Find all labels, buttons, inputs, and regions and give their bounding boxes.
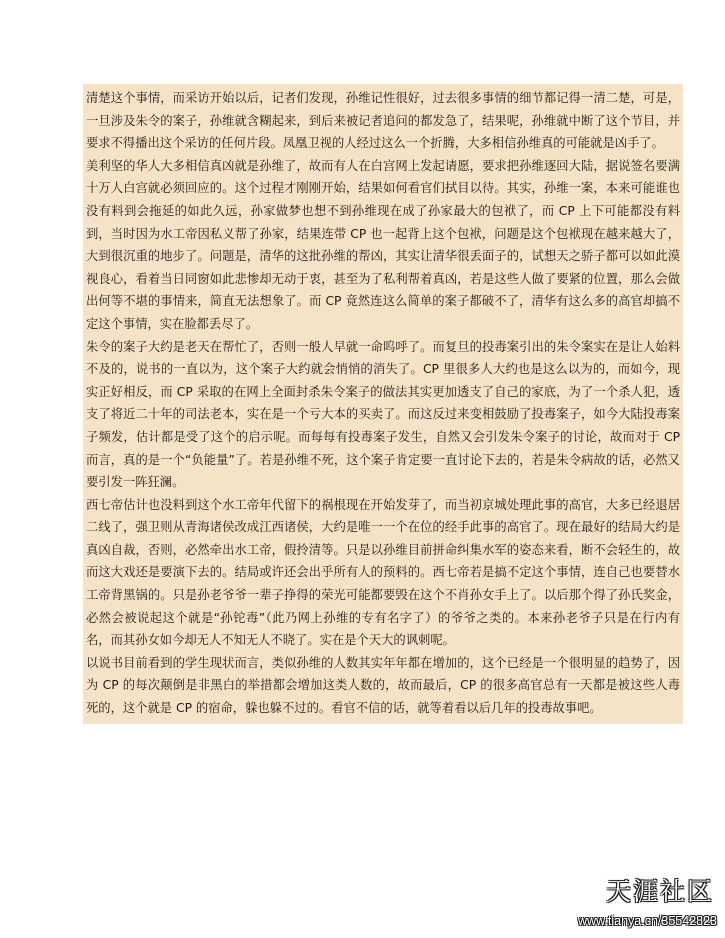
paragraph-2: 美利坚的华人大多相信真凶就是孙维了，故而有人在白宫网上发起请愿，要求把孙维逐回大陆，据说签名要满十万人白宫就必须回应的。这个过程才刚刚开始，结果如何看官们拭目以待。其实，孙维一案，本来可能谁也没有料到会拖延的如此久远，孙家做梦也想不到孙维现在成了孙家最大的包袱了，而 CP 上下可能都没有料到，当时因为水工帝因私义帮了孙家，结果连带 CP 也一起背上这个包袱，问题是这个包袱现在越来越大了，大到很沉重的地步了。问题是，清华的这批孙维的帮凶，其实让清华很丢面子的，试想天之骄子都可以如此漠视良心，看着当日同窗如此悲惨却无动于衷，甚至为了私利帮着真凶，若是这些人做了要紧的位置，那么会做出何等不堪的事情来，简直无法想象了。而 CP 竟然连这么简单的案子都破不了，清华有这么多的高官却搞不定这个事情，实在脸都丢尽了。 (86, 158, 680, 331)
paragraph-1: 清楚这个事情，而采访开始以后，记者们发现，孙维记性很好，过去很多事情的细节都记得一清二楚，可是，一旦涉及朱令的案子，孙维就含糊起来，到后来被记者追问的都发急了，结果呢，孙维就中断了这个节目，并要求不得播出这个采访的任何片段。凤凰卫视的人经过这么一个折腾，大多相信孙维真的可能就是凶手了。 (86, 91, 680, 151)
paragraph-5: 以说书目前看到的学生现状而言，类似孙维的人数其实年年都在增加的，这个已经是一个很明显的趋势了，因为 CP 的每次颠倒是非黑白的举措都会增加这类人数的，故而最后，CP 的很多高官总有一天都是被这些人毒死的，这个就是 CP 的宿命，躲也躲不过的。看官不信的话，就等着看以后几年的投毒故事吧。 (86, 655, 680, 716)
paragraph-4: 西七帝估计也没料到这个水工帝年代留下的祸根现在开始发芽了，而当初京城处理此事的高官，大多已经退居二线了，强卫则从青海诸侯改成江西诸侯，大约是唯一一个在位的经手此事的高官了。现在最好的结局大约是真凶自裁，否则，必然牵出水工帝，假拎清等。只是以孙维目前拼命纠集水军的姿态来看，断不会轻生的，故而这大戏还是要演下去的。结局或许还会出乎所有人的预料的。西七帝若是搞不定这个事情，连自己也要替水工帝背黑锅的。只是孙老爷爷一辈子挣得的荣光可能都要毁在这个不肖孙女手上了。以后那个得了孙氏奖金，必然会被说起这个就是“孙铊毒”（此乃网上孙维的专有名字了）的爷爷之类的。本来孙老爷子只是在行内有名，而其孙女如今却无人不知无人不晓了。实在是个天大的讽刺呢。 (86, 497, 680, 648)
article-text-block (83, 84, 683, 724)
watermark-url: www.tianya.cn/35542823 (578, 914, 717, 928)
paragraph-3: 朱令的案子大约是老天在帮忙了，否则一般人早就一命呜呼了。而复旦的投毒案引出的朱令案实在是让人始料不及的，说书的一直以为，这个案子大约就会悄悄的消失了。CP 里很多人大约也是这么以为的，而如今，现实正好相反，而 CP 采取的在网上全面封杀朱令案子的做法其实更加透支了自己的家底，为了一个杀人犯，透支了将近二十年的司法老本，实在是一个亏大本的买卖了。而这反过来变相鼓励了投毒案子，如今大陆投毒案子频发，估计都是受了这个的启示呢。而每每有投毒案子发生，自然又会引发朱令案子的讨论，故而对于 CP 而言，真的是一个“负能量”了。若是孙维不死，这个案子肯定要一直讨论下去的，若是朱令病故的话，必然又要引发一阵狂澜。 (86, 339, 680, 490)
tianya-logo: 天涯社区 (606, 877, 715, 906)
